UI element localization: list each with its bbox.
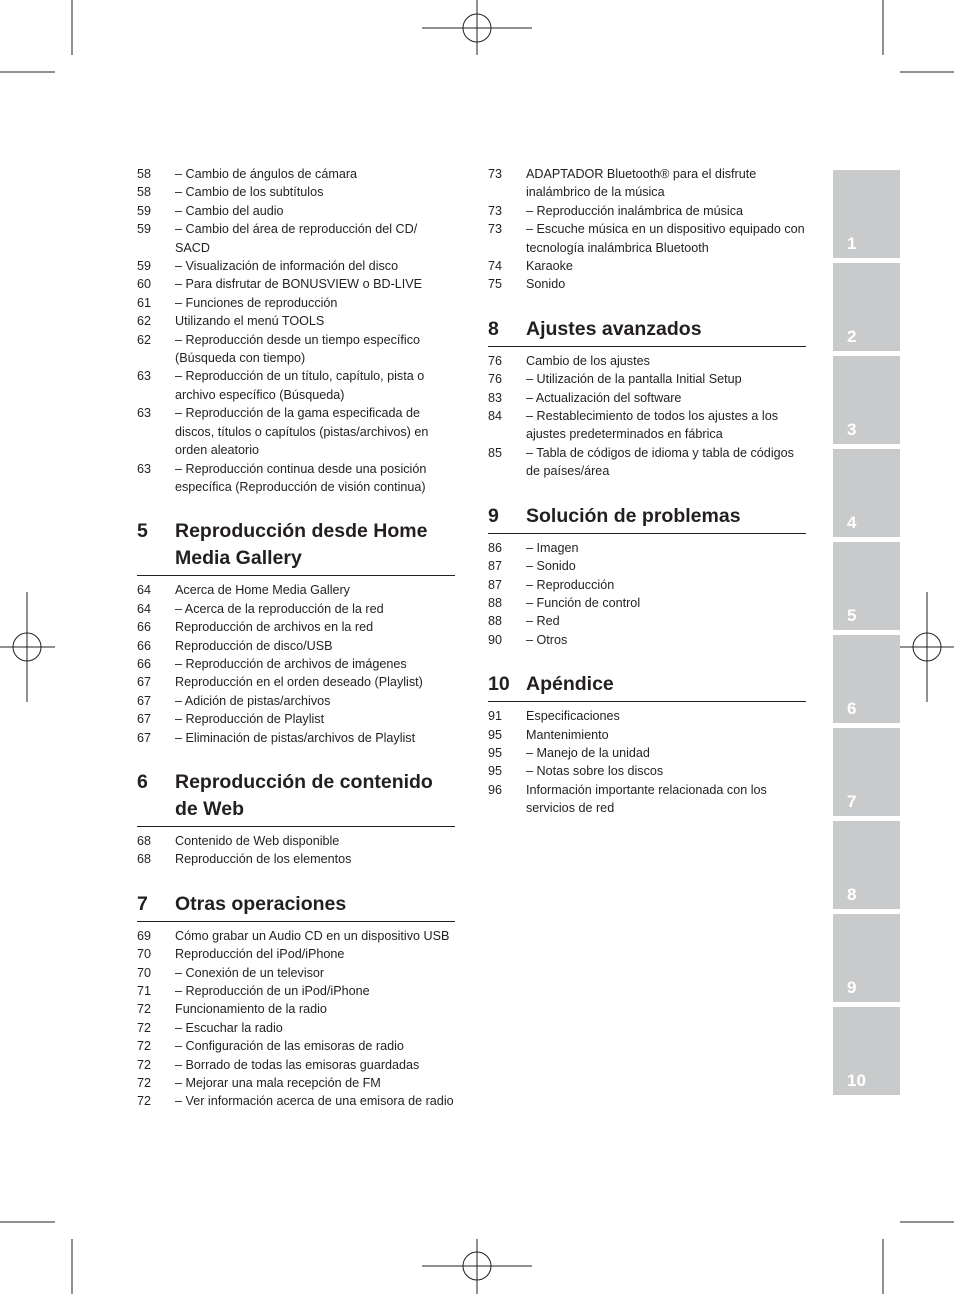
toc-entry[interactable] (137, 367, 455, 404)
toc-entry[interactable] (488, 744, 806, 762)
toc-entry-text: Cambio de los ajustes (526, 353, 650, 368)
toc-page-number: 88 (488, 614, 503, 629)
section-heading[interactable] (137, 891, 455, 922)
section-number: 7 (137, 892, 148, 915)
toc-page-number: 72 (137, 1002, 152, 1017)
toc-page-number: 64 (137, 601, 152, 616)
toc-entry[interactable] (137, 312, 455, 330)
section-heading[interactable] (137, 518, 455, 576)
toc-entry[interactable] (488, 762, 806, 780)
toc-page-number: 73 (488, 222, 503, 237)
toc-entry-text: – Reproducción de la gama especificada de discos, títulos o capítulos (pistas/archivos) en orden aleatorio (175, 406, 429, 458)
chapter-tab[interactable] (833, 356, 900, 444)
chapter-tab[interactable] (833, 263, 900, 351)
toc-entry-text: – Función de control (526, 595, 641, 610)
chapter-tab[interactable] (833, 914, 900, 1002)
toc-entry[interactable] (488, 165, 806, 202)
chapter-tab-label: 7 (847, 792, 857, 811)
chapter-tab-label: 4 (847, 513, 857, 532)
toc-entry-text: – Escuchar la radio (175, 1020, 283, 1035)
toc-page-number: 72 (137, 1076, 152, 1091)
toc-entry-text: – Visualización de información del disco (175, 259, 399, 274)
toc-entry-text: – Ver información acerca de una emisora de radio (175, 1094, 454, 1109)
toc-entry-text: Funcionamiento de la radio (175, 1002, 327, 1017)
chapter-tab-label: 10 (847, 1071, 866, 1090)
toc-entry[interactable] (488, 202, 806, 220)
toc-page-number: 74 (488, 259, 503, 274)
section-number: 5 (137, 520, 148, 543)
chapter-tab[interactable] (833, 821, 900, 909)
toc-entry[interactable] (137, 202, 455, 220)
toc-entry[interactable] (137, 655, 455, 673)
toc-entry[interactable] (137, 581, 455, 599)
section-number: 10 (488, 673, 510, 696)
toc-entry-text: Karaoke (526, 259, 573, 274)
toc-page-number: 73 (488, 203, 503, 218)
toc-entry-text: – Reproducción de un título, capítulo, pista o archivo específico (Búsqueda) (175, 369, 425, 402)
toc-entry[interactable] (488, 707, 806, 725)
toc-entry-text: – Reproducción de Playlist (175, 712, 325, 727)
toc-entry-text: – Borrado de todas las emisoras guardadas (175, 1057, 420, 1072)
toc-entry[interactable] (137, 460, 455, 497)
toc-entry[interactable] (488, 576, 806, 594)
section-title: Solución de problemas (526, 504, 741, 527)
chapter-tab[interactable] (833, 449, 900, 537)
toc-page-number: 72 (137, 1020, 152, 1035)
toc-page-number: 87 (488, 559, 503, 574)
toc-entry-text: Reproducción del iPod/iPhone (175, 947, 345, 962)
toc-entry-text: – Tabla de códigos de idioma y tabla de códigos de países/área (526, 445, 794, 479)
toc-entry-text: Reproducción en el orden deseado (Playlist) (175, 675, 423, 690)
toc-entry[interactable] (488, 539, 806, 557)
toc-page-number: 86 (488, 540, 503, 555)
toc-page-number: 70 (137, 965, 152, 980)
toc-entry[interactable] (137, 832, 455, 850)
toc-entry-text: – Actualización del software (526, 390, 682, 405)
toc-entry-text: – Sonido (526, 559, 576, 574)
toc-entry[interactable] (137, 710, 455, 728)
toc-page-number: 76 (488, 353, 503, 368)
toc-entry[interactable] (137, 600, 455, 618)
toc-entry[interactable] (488, 557, 806, 575)
toc-page-number: 58 (137, 185, 152, 200)
toc-entry-text: Reproducción de disco/USB (175, 638, 333, 653)
toc-page-number: 59 (137, 259, 152, 274)
toc-entry-text: – Imagen (526, 540, 579, 555)
toc-entry-text: – Eliminación de pistas/archivos de Playlist (175, 730, 416, 745)
toc-entry-text: – Cambio del audio (175, 203, 284, 218)
toc-entry[interactable] (488, 275, 806, 293)
section-number: 6 (137, 770, 148, 793)
toc-page-number: 67 (137, 712, 152, 727)
chapter-tab-label: 2 (847, 327, 857, 346)
chapter-tab-label: 3 (847, 420, 857, 439)
toc-entry-text: – Red (526, 614, 560, 629)
toc-page-number: 95 (488, 727, 503, 742)
toc-middle-column (488, 165, 806, 818)
toc-entry-text: – Conexión de un televisor (175, 965, 325, 980)
toc-entry-text: – Adición de pistas/archivos (175, 693, 331, 708)
chapter-tab-label: 5 (847, 606, 857, 625)
toc-page-number: 64 (137, 583, 152, 598)
toc-page-number: 66 (137, 656, 152, 671)
toc-entry[interactable] (137, 1019, 455, 1037)
toc-page-number: 87 (488, 577, 503, 592)
toc-entry[interactable] (137, 183, 455, 201)
toc-page-number: 90 (488, 632, 503, 647)
toc-page-number: 68 (137, 852, 152, 867)
toc-entry-text: – Reproducción inalámbrica de música (526, 203, 744, 218)
toc-page-number: 83 (488, 390, 503, 405)
toc-entry-text: – Reproducción continua desde una posición específica (Reproducción de visión continua) (175, 461, 427, 494)
toc-entry[interactable] (137, 1074, 455, 1092)
toc-entry-text: – Manejo de la unidad (526, 745, 650, 760)
toc-entry-text: – Reproducción (526, 577, 615, 592)
section-heading[interactable] (488, 503, 806, 534)
toc-entry[interactable] (137, 637, 455, 655)
section-number: 9 (488, 504, 499, 527)
toc-page-number: 66 (137, 638, 152, 653)
chapter-tab[interactable] (833, 1007, 900, 1095)
toc-entry-text: – Escuche música en un dispositivo equipado con tecnología inalámbrica Bluetooth (526, 222, 805, 255)
toc-page-number: 66 (137, 620, 152, 635)
toc-entry[interactable] (137, 618, 455, 636)
toc-entry[interactable] (137, 945, 455, 963)
toc-entry[interactable] (488, 220, 806, 257)
toc-page-number: 95 (488, 764, 503, 779)
toc-entry[interactable] (137, 729, 455, 747)
toc-entry-text: Especificaciones (526, 709, 620, 724)
toc-entry-text: – Reproducción desde un tiempo específico (Búsqueda con tiempo) (175, 332, 421, 366)
toc-entry-text: – Reproducción de un iPod/iPhone (175, 984, 370, 998)
toc-page-number: 88 (488, 595, 503, 610)
toc-entry[interactable] (137, 331, 455, 368)
toc-entry[interactable] (488, 389, 806, 407)
section-number: 8 (488, 317, 499, 340)
chapter-tab[interactable] (833, 635, 900, 723)
section-title: Reproducción desde Home Media Gallery (175, 520, 428, 570)
toc-entry[interactable] (137, 275, 455, 293)
toc-entry[interactable] (137, 1000, 455, 1018)
toc-page-number: 63 (137, 461, 152, 476)
toc-left-column (137, 165, 455, 1111)
toc-entry-text: Mantenimiento (526, 727, 609, 742)
toc-entry[interactable] (137, 404, 455, 459)
toc-entry[interactable] (488, 352, 806, 370)
toc-entry-text: Sonido (526, 277, 566, 292)
chapter-tab-label: 6 (847, 699, 857, 718)
toc-entry-text: – Para disfrutar de BONUSVIEW o BD-LIVE (175, 277, 423, 292)
toc-page-number: 75 (488, 277, 503, 292)
toc-entry[interactable] (137, 927, 455, 945)
section-heading[interactable] (488, 671, 806, 702)
toc-entry[interactable] (137, 692, 455, 710)
section-heading[interactable] (488, 316, 806, 347)
chapter-tab[interactable] (833, 170, 900, 258)
toc-entry[interactable] (137, 964, 455, 982)
toc-entry[interactable] (137, 1037, 455, 1055)
toc-page-number: 72 (137, 1057, 152, 1072)
toc-entry-text: – Otros (526, 632, 568, 647)
toc-page-number: 67 (137, 693, 152, 708)
toc-entry-text: – Acerca de la reproducción de la red (175, 601, 384, 616)
toc-page-number: 84 (488, 409, 503, 424)
chapter-tab-label: 8 (847, 885, 857, 904)
toc-page-number: 67 (137, 730, 152, 745)
toc-entry-text: – Cambio de los subtítulos (175, 185, 324, 200)
toc-page-number: 58 (137, 167, 152, 181)
chapter-tab-label: 1 (847, 234, 857, 253)
toc-entry-text: – Restablecimiento de todos los ajustes a los ajustes predeterminados en fábrica (526, 409, 779, 442)
chapter-tab[interactable] (833, 728, 900, 816)
toc-entry-text: – Utilización de la pantalla Initial Setup (526, 372, 742, 387)
toc-page-number: 70 (137, 947, 152, 962)
section-title: Reproducción de contenido de Web (175, 770, 433, 820)
toc-entry[interactable] (488, 612, 806, 630)
toc-entry-text: Información importante relacionada con los servicios de red (526, 782, 767, 816)
toc-page-number: 72 (137, 1094, 152, 1109)
section-title: Apéndice (526, 673, 614, 696)
toc-page-number: 67 (137, 675, 152, 690)
toc-entry[interactable] (137, 1092, 455, 1110)
toc-entry-text: Acerca de Home Media Gallery (175, 583, 350, 598)
toc-entry-text: ADAPTADOR Bluetooth® para el disfrute inalámbrico de la música (526, 167, 757, 200)
toc-page-number: 91 (488, 709, 503, 724)
toc-page-number: 69 (137, 928, 152, 943)
toc-entry-text: – Cambio de ángulos de cámara (175, 167, 358, 181)
toc-page-number: 63 (137, 369, 152, 384)
toc-page-number: 62 (137, 332, 152, 347)
chapter-tab-label: 9 (847, 978, 857, 997)
toc-page-number: 72 (137, 1039, 152, 1054)
toc-page-number: 63 (137, 406, 152, 421)
toc-entry-text: Contenido de Web disponible (175, 833, 340, 848)
toc-entry-text: Reproducción de archivos en la red (175, 620, 374, 635)
toc-page-number: 62 (137, 314, 152, 329)
toc-entry[interactable] (137, 982, 455, 1000)
toc-entry[interactable] (137, 850, 455, 868)
toc-entry-text: – Notas sobre los discos (526, 764, 664, 779)
section-heading[interactable] (137, 769, 455, 827)
chapter-tab[interactable] (833, 542, 900, 630)
toc-entry[interactable] (488, 631, 806, 649)
toc-entry[interactable] (488, 257, 806, 275)
toc-page-number: 61 (137, 295, 152, 310)
toc-entry[interactable] (137, 220, 455, 257)
toc-entry-text: – Funciones de reproducción (175, 295, 338, 310)
toc-entry[interactable] (488, 594, 806, 612)
toc-page-number: 73 (488, 167, 503, 181)
toc-entry[interactable] (137, 673, 455, 691)
toc-entry[interactable] (488, 444, 806, 481)
toc-entry[interactable] (137, 294, 455, 312)
toc-entry-text: Utilizando el menú TOOLS (175, 314, 325, 329)
toc-page-number: 59 (137, 203, 152, 218)
toc-page-number: 96 (488, 782, 503, 797)
toc-entry[interactable] (488, 407, 806, 444)
toc-page-number: 59 (137, 222, 152, 237)
toc-page-number: 60 (137, 277, 152, 292)
toc-entry[interactable] (488, 370, 806, 388)
toc-page-number: 95 (488, 745, 503, 760)
toc-entry[interactable] (488, 781, 806, 818)
toc-page-number: 68 (137, 833, 152, 848)
toc-page-number: 71 (137, 984, 152, 998)
toc-entry[interactable] (137, 257, 455, 275)
toc-entry-text: – Mejorar una mala recepción de FM (175, 1076, 381, 1091)
toc-page-number: 76 (488, 372, 503, 387)
section-title: Ajustes avanzados (526, 317, 702, 340)
toc-entry-text: – Configuración de las emisoras de radio (175, 1039, 404, 1054)
toc-entry-text: Cómo grabar un Audio CD en un dispositivo USB (175, 928, 450, 943)
toc-entry[interactable] (137, 1056, 455, 1074)
toc-entry-text: Reproducción de los elementos (175, 852, 352, 867)
toc-entry-text: – Cambio del área de reproducción del CD/ SACD (175, 222, 418, 255)
toc-entry[interactable] (137, 165, 455, 183)
chapter-tabs (833, 170, 900, 1100)
section-title: Otras operaciones (175, 892, 347, 915)
toc-page-number: 85 (488, 445, 503, 460)
toc-entry-text: – Reproducción de archivos de imágenes (175, 656, 407, 671)
toc-entry[interactable] (488, 726, 806, 744)
